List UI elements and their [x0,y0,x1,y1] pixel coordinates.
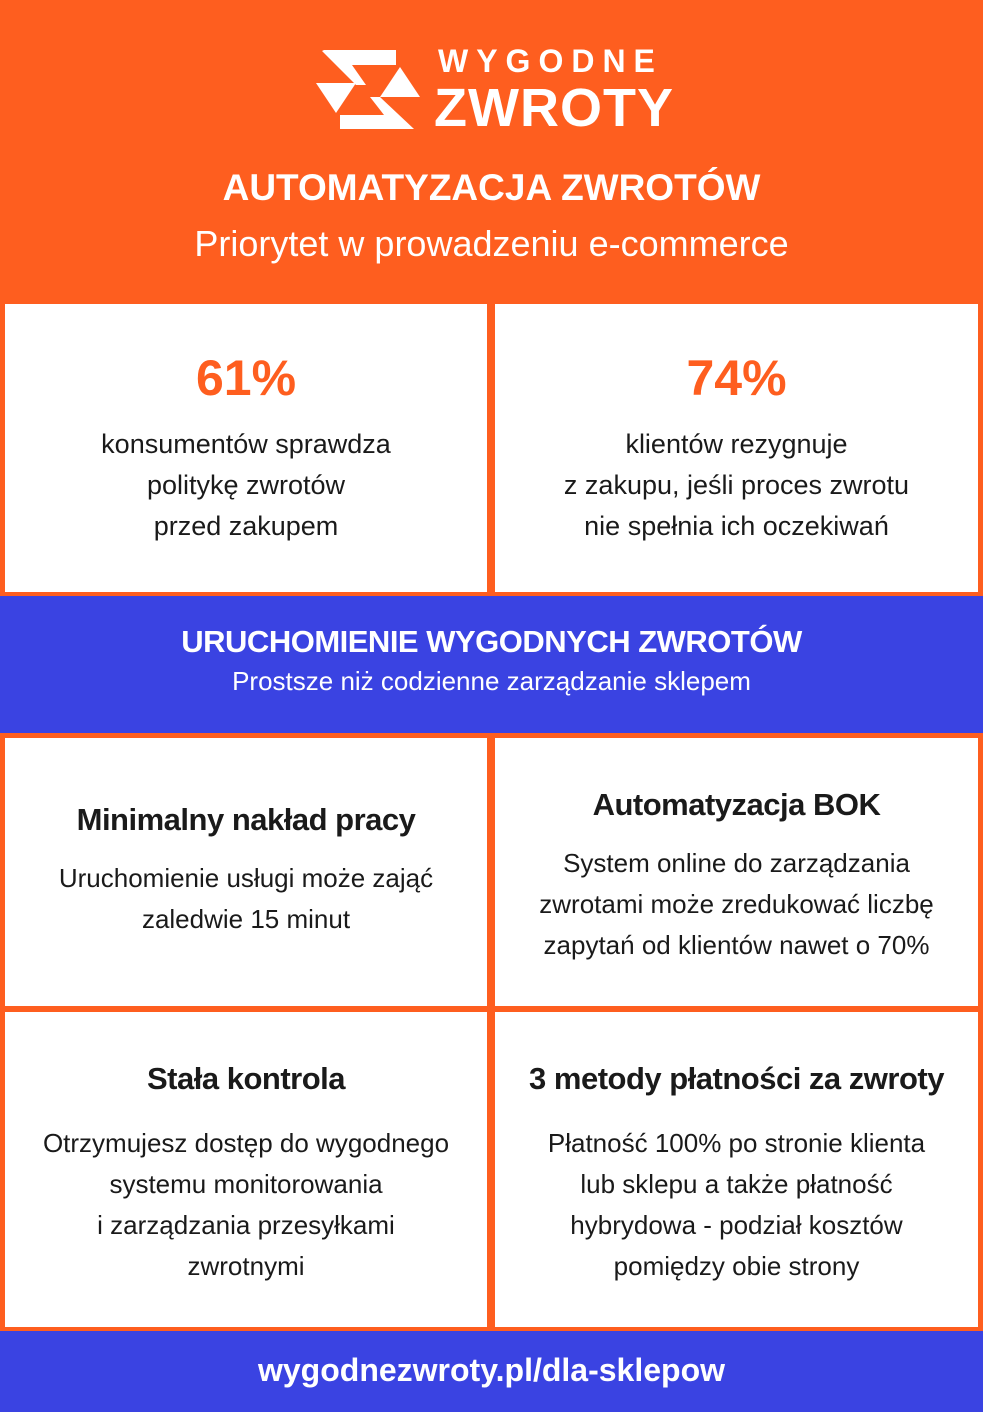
stat-card-consumers [5,304,487,592]
feature-line: Otrzymujesz dostęp do wygodnego [42,1128,450,1158]
page-title: AUTOMATYZACJA ZWROTÓW [222,167,761,208]
stat-card-clients [495,304,978,592]
stat-value: 74% [686,350,787,406]
brand-name-line2: ZWROTY [434,78,674,138]
section-title: URUCHOMIENIE WYGODNYCH ZWROTÓW [181,624,802,659]
feature-title: Stała kontrola [147,1061,345,1096]
stat-line: politykę zwrotów [146,470,346,500]
feature-description [495,843,978,966]
return-arrows-icon [316,45,420,135]
feature-line: Uruchomienie usługi może zająć [58,863,434,893]
feature-line: hybrydowa - podział kosztów [570,1210,903,1240]
page-subtitle: Priorytet w prowadzeniu e-commerce [194,223,789,264]
feature-description [5,1123,487,1287]
feature-line: lub sklepu a także płatność [580,1169,893,1199]
stat-description [495,424,978,547]
feature-line: zaledwie 15 minut [141,904,351,934]
footer [0,1331,983,1412]
feature-line: Płatność 100% po stronie klienta [547,1128,926,1158]
stat-value: 61% [195,350,297,406]
website-link[interactable]: wygodnezwroty.pl/dla-sklepow [257,1352,725,1388]
stat-line: przed zakupem [153,511,339,541]
section-subtitle: Prostsze niż codzienne zarządzanie sklepem [232,666,751,696]
feature-line: zwrotnymi [187,1251,305,1281]
feature-title: Minimalny nakład pracy [76,802,416,837]
feature-title: 3 metody płatności za zwroty [529,1061,944,1096]
logo [316,40,676,140]
feature-description [5,858,487,940]
feature-card-payment-methods [495,1012,978,1327]
section-banner [0,596,983,733]
feature-line: pomiędzy obie strony [613,1251,860,1281]
feature-card-automation [495,738,978,1006]
feature-line: i zarządzania przesyłkami [97,1210,395,1240]
brand-name-line1: WYGODNE [438,43,663,79]
header [0,0,983,300]
stat-line: konsumentów sprawdza [101,429,391,459]
feature-card-control [5,1012,487,1327]
stat-line: klientów rezygnuje [625,429,848,459]
feature-card-minimal-effort [5,738,487,1006]
feature-title: Automatyzacja BOK [592,787,881,822]
feature-line: zwrotami może zredukować liczbę [539,889,934,919]
feature-line: zapytań od klientów nawet o 70% [543,930,930,960]
feature-description [495,1123,978,1287]
feature-line: systemu monitorowania [109,1169,383,1199]
stat-line: nie spełnia ich oczekiwań [584,511,889,541]
stat-line: z zakupu, jeśli proces zwrotu [563,470,910,500]
stat-description [5,424,487,547]
feature-line: System online do zarządzania [563,848,910,878]
